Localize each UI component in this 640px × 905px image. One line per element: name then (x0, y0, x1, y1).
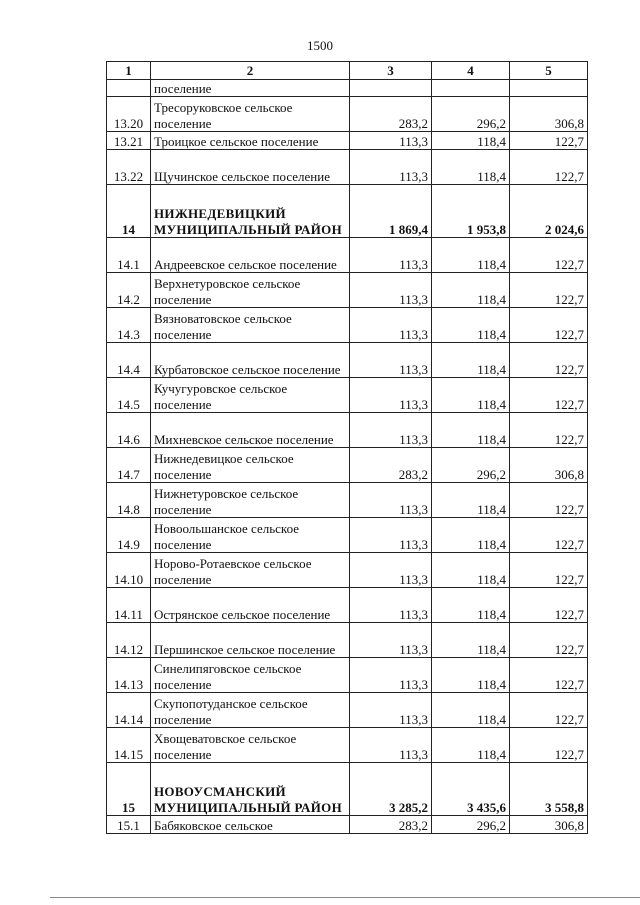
table-row (107, 132, 588, 150)
row-name-cell: НОВОУСМАНСКИЙ МУНИЦИПАЛЬНЫЙ РАЙОН (151, 763, 350, 816)
table-header (107, 62, 588, 80)
row-code-cell (107, 80, 151, 97)
row-value-col3: 1 869,4 (350, 185, 432, 238)
row-code-cell: 14.1 (107, 238, 151, 273)
row-value-col3: 283,2 (350, 816, 432, 834)
table-row (107, 816, 588, 834)
row-value-col3: 113,3 (350, 150, 432, 185)
row-name-cell: Тресоруковское сельское поселение (151, 97, 350, 132)
row-value-col5: 122,7 (510, 238, 588, 273)
header-row (107, 62, 588, 80)
row-value-col5: 122,7 (510, 378, 588, 413)
row-value-col5: 122,7 (510, 728, 588, 763)
row-name-cell: Синелипяговское сельское поселение (151, 658, 350, 693)
row-value-col5: 306,8 (510, 448, 588, 483)
row-value-col4: 118,4 (432, 378, 510, 413)
row-name-cell: Андреевское сельское поселение (151, 238, 350, 273)
row-value-col4: 118,4 (432, 150, 510, 185)
row-value-col4: 118,4 (432, 483, 510, 518)
row-value-col4 (432, 80, 510, 97)
row-code-cell: 13.21 (107, 132, 151, 150)
row-code-cell: 14.9 (107, 518, 151, 553)
row-name-cell: Нижнетуровское сельское поселение (151, 483, 350, 518)
table-row (107, 623, 588, 658)
row-value-col3: 113,3 (350, 658, 432, 693)
row-value-col5: 122,7 (510, 343, 588, 378)
header-cell-col5: 5 (510, 62, 588, 80)
row-value-col4: 118,4 (432, 658, 510, 693)
row-value-col4: 118,4 (432, 308, 510, 343)
row-name-cell: Скупопотуданское сельское поселение (151, 693, 350, 728)
row-value-col5: 122,7 (510, 658, 588, 693)
row-value-col5: 122,7 (510, 273, 588, 308)
row-name-cell: Новоольшанское сельское поселение (151, 518, 350, 553)
row-value-col5: 2 024,6 (510, 185, 588, 238)
row-value-col4: 1 953,8 (432, 185, 510, 238)
table-row (107, 185, 588, 238)
row-value-col3: 283,2 (350, 97, 432, 132)
row-value-col4: 118,4 (432, 413, 510, 448)
row-value-col3: 113,3 (350, 518, 432, 553)
row-value-col4: 118,4 (432, 553, 510, 588)
row-value-col5: 122,7 (510, 693, 588, 728)
row-value-col3: 113,3 (350, 273, 432, 308)
table-body (107, 80, 588, 834)
row-name-cell: Першинское сельское поселение (151, 623, 350, 658)
table-row (107, 448, 588, 483)
budget-table (106, 61, 588, 834)
row-value-col4: 118,4 (432, 238, 510, 273)
row-code-cell: 14.12 (107, 623, 151, 658)
row-name-cell: Кучугуровское сельское поселение (151, 378, 350, 413)
footer-rule (50, 897, 640, 898)
row-code-cell: 14.3 (107, 308, 151, 343)
row-value-col4: 118,4 (432, 588, 510, 623)
row-name-cell: Хвощеватовское сельское поселение (151, 728, 350, 763)
table-row (107, 80, 588, 97)
row-code-cell: 14.14 (107, 693, 151, 728)
row-value-col5: 122,7 (510, 150, 588, 185)
row-value-col3 (350, 80, 432, 97)
row-value-col5: 122,7 (510, 553, 588, 588)
row-value-col3: 113,3 (350, 553, 432, 588)
row-value-col4: 118,4 (432, 693, 510, 728)
row-value-col3: 283,2 (350, 448, 432, 483)
table-row (107, 693, 588, 728)
row-value-col4: 118,4 (432, 728, 510, 763)
row-value-col3: 113,3 (350, 343, 432, 378)
table-row (107, 553, 588, 588)
row-name-cell: Острянское сельское поселение (151, 588, 350, 623)
table-row (107, 97, 588, 132)
row-value-col5: 122,7 (510, 588, 588, 623)
row-name-cell: поселение (151, 80, 350, 97)
row-value-col3: 113,3 (350, 378, 432, 413)
row-value-col4: 296,2 (432, 816, 510, 834)
row-value-col3: 3 285,2 (350, 763, 432, 816)
row-value-col3: 113,3 (350, 413, 432, 448)
row-name-cell: Михневское сельское поселение (151, 413, 350, 448)
row-code-cell: 14.7 (107, 448, 151, 483)
row-value-col5: 306,8 (510, 816, 588, 834)
row-name-cell: НИЖНЕДЕВИЦКИЙ МУНИЦИПАЛЬНЫЙ РАЙОН (151, 185, 350, 238)
table-row (107, 150, 588, 185)
row-value-col5: 122,7 (510, 483, 588, 518)
row-value-col4: 118,4 (432, 343, 510, 378)
table-row (107, 728, 588, 763)
row-value-col5: 3 558,8 (510, 763, 588, 816)
row-value-col5: 122,7 (510, 518, 588, 553)
row-code-cell: 14.2 (107, 273, 151, 308)
row-code-cell: 14.5 (107, 378, 151, 413)
row-code-cell: 14.4 (107, 343, 151, 378)
table-row (107, 343, 588, 378)
page-number: 1500 (307, 38, 333, 53)
row-code-cell: 13.20 (107, 97, 151, 132)
row-code-cell: 14.10 (107, 553, 151, 588)
row-value-col4: 3 435,6 (432, 763, 510, 816)
row-code-cell: 14.6 (107, 413, 151, 448)
table-row (107, 273, 588, 308)
table-row (107, 238, 588, 273)
row-value-col3: 113,3 (350, 132, 432, 150)
row-value-col4: 118,4 (432, 132, 510, 150)
row-value-col3: 113,3 (350, 308, 432, 343)
row-code-cell: 14.11 (107, 588, 151, 623)
row-value-col4: 118,4 (432, 273, 510, 308)
row-name-cell: Щучинское сельское поселение (151, 150, 350, 185)
row-value-col4: 118,4 (432, 518, 510, 553)
row-code-cell: 14 (107, 185, 151, 238)
header-cell-col2: 2 (151, 62, 350, 80)
row-value-col5: 122,7 (510, 413, 588, 448)
row-value-col5: 306,8 (510, 97, 588, 132)
row-name-cell: Нижнедевицкое сельское поселение (151, 448, 350, 483)
row-value-col4: 296,2 (432, 97, 510, 132)
row-value-col3: 113,3 (350, 693, 432, 728)
table-row (107, 658, 588, 693)
row-code-cell: 15 (107, 763, 151, 816)
row-name-cell: Норово-Ротаевское сельское поселение (151, 553, 350, 588)
row-name-cell: Троицкое сельское поселение (151, 132, 350, 150)
row-value-col4: 118,4 (432, 623, 510, 658)
table-row (107, 518, 588, 553)
row-value-col3: 113,3 (350, 483, 432, 518)
row-name-cell: Вязноватовское сельское поселение (151, 308, 350, 343)
row-value-col5: 122,7 (510, 308, 588, 343)
row-code-cell: 14.8 (107, 483, 151, 518)
row-value-col3: 113,3 (350, 728, 432, 763)
row-code-cell: 14.13 (107, 658, 151, 693)
row-value-col5: 122,7 (510, 132, 588, 150)
table-row (107, 413, 588, 448)
table-row (107, 483, 588, 518)
row-code-cell: 13.22 (107, 150, 151, 185)
row-name-cell: Курбатовское сельское поселение (151, 343, 350, 378)
row-code-cell: 14.15 (107, 728, 151, 763)
header-cell-col1: 1 (107, 62, 151, 80)
row-value-col3: 113,3 (350, 238, 432, 273)
table-row (107, 588, 588, 623)
row-value-col4: 296,2 (432, 448, 510, 483)
row-value-col5: 122,7 (510, 623, 588, 658)
row-value-col3: 113,3 (350, 588, 432, 623)
table-row (107, 308, 588, 343)
table-row (107, 378, 588, 413)
row-code-cell: 15.1 (107, 816, 151, 834)
row-name-cell: Верхнетуровское сельское поселение (151, 273, 350, 308)
row-value-col3: 113,3 (350, 623, 432, 658)
header-cell-col4: 4 (432, 62, 510, 80)
header-cell-col3: 3 (350, 62, 432, 80)
row-name-cell: Бабяковское сельское (151, 816, 350, 834)
table-row (107, 763, 588, 816)
row-value-col5 (510, 80, 588, 97)
